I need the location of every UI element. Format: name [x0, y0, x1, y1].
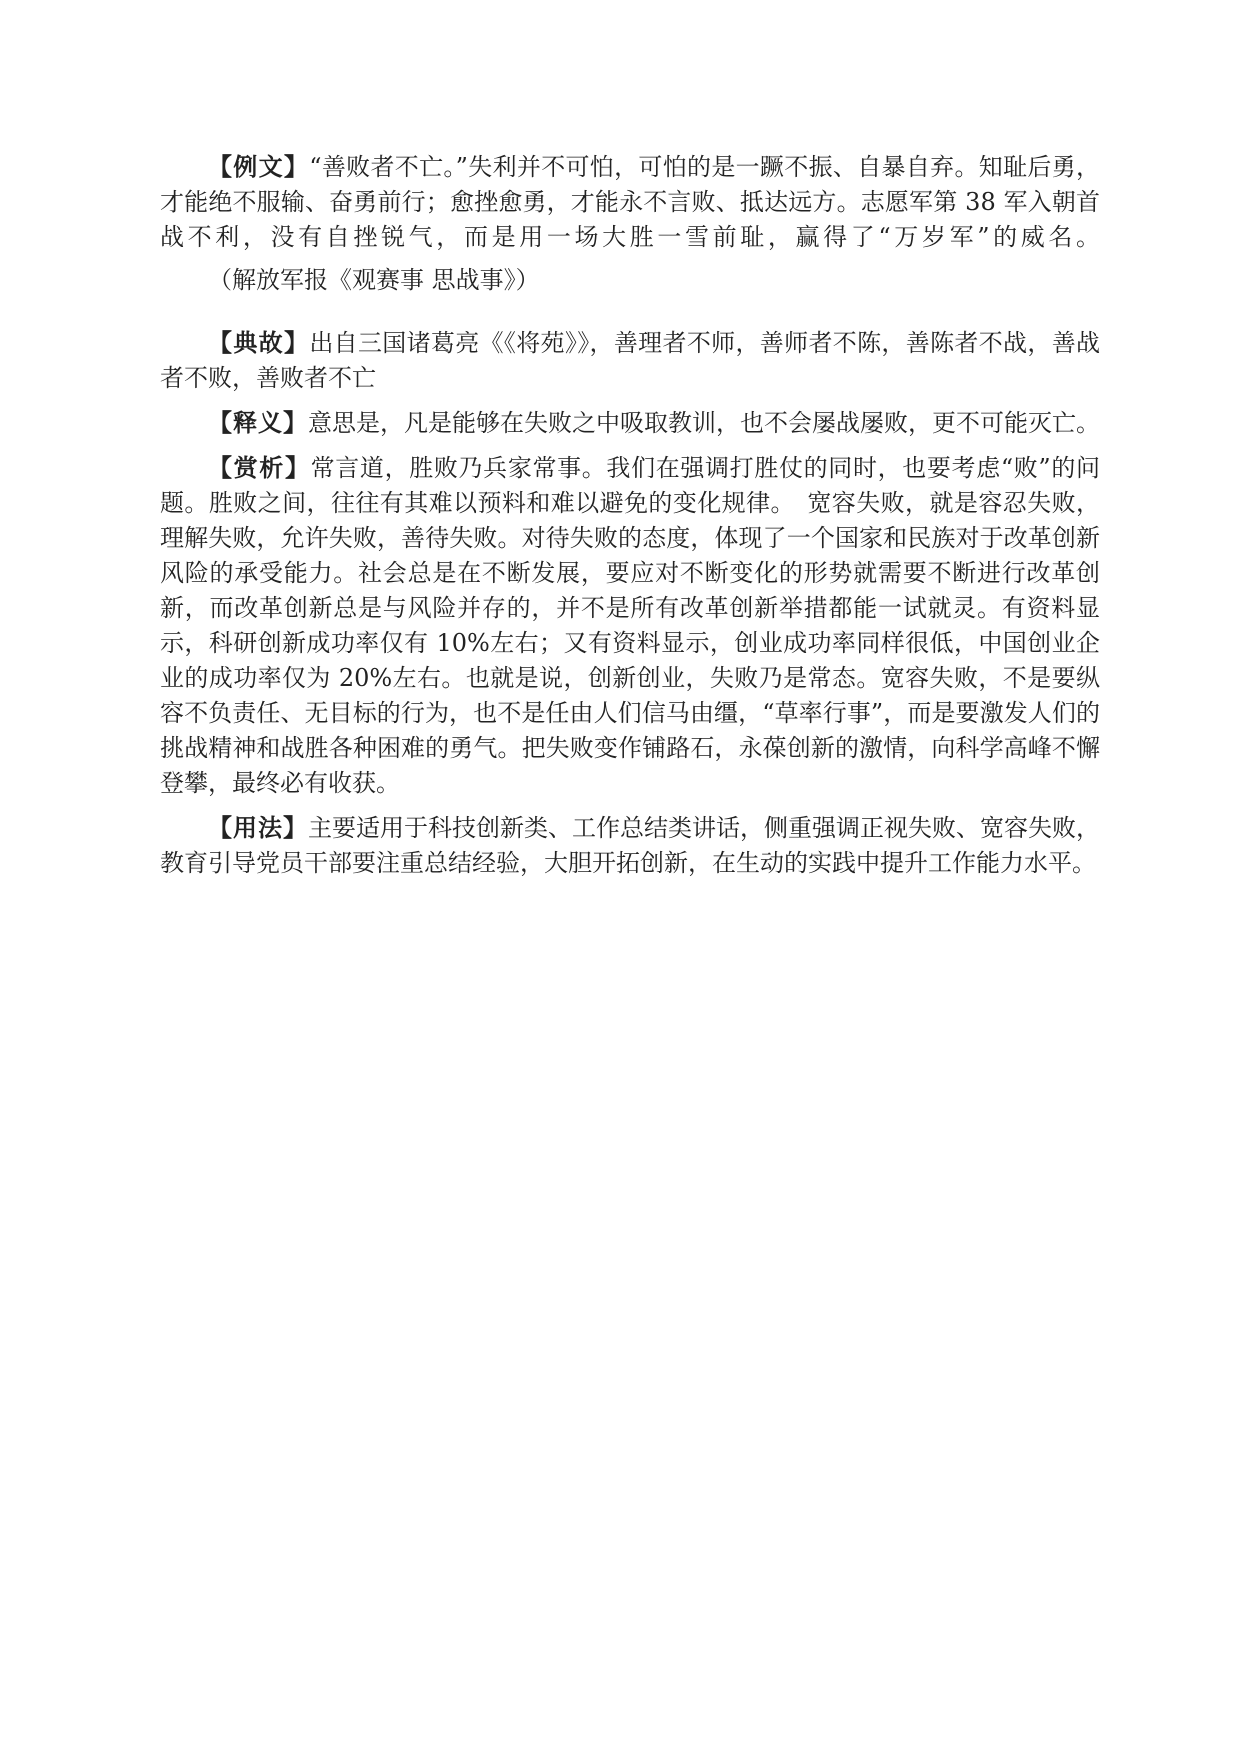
- analysis-text: 常言道，胜败乃兵家常事。我们在强调打胜仗的同时，也要考虑“败”的问题。胜败之间，往往有其难以预料和难以避免的变化规律。 宽容失败，就是容忍失败，理解失败，允许失败，善待失败。对待失败的态度，体现了一个国家和民族对于改革创新风险的承受能力。社会总是在不断发展，要应对不断变化的形势就需要不断进行改革创新，而改革创新总是与风险并存的，并不是所有改革创新举措都能一试就灵。有资料显示，科研创新成功率仅有 10%左右；又有资料显示，创业成功率同样很低，中国创业企业的成功率仅为 20%左右。也就是说，创新创业，失败乃是常态。宽容失败，不是要纵容不负责任、无目标的行为，也不是任由人们信马由缰，“草率行事”，而是要激发人们的挑战精神和战胜各种困难的勇气。把失败变作铺路石，永葆创新的激情，向科学高峰不懈登攀，最终必有收获。: [160, 454, 1100, 797]
- meaning-paragraph: [160, 406, 1100, 441]
- allusion-paragraph: [160, 326, 1100, 396]
- allusion-text: 出自三国诸葛亮《《将苑》》，善理者不师，善师者不陈，善陈者不战，善战者不败，善败者不亡: [160, 329, 1101, 392]
- usage-label: 【用法】: [208, 814, 308, 842]
- example-text: “善败者不亡。”失利并不可怕，可怕的是一蹶不振、自暴自弃。知耻后勇，才能绝不服输、奋勇前行；愈挫愈勇，才能永不言败、抵达远方。志愿军第 38 军入朝首战不利，没有自挫锐气，而是用一场大胜一雪前耻，赢得了“万岁军”的威名。: [160, 153, 1101, 251]
- allusion-label: 【典故】: [208, 329, 310, 357]
- usage-text: 主要适用于科技创新类、工作总结类讲话，侧重强调正视失败、宽容失败，教育引导党员干部要注重总结经验，大胆开拓创新，在生动的实践中提升工作能力水平。: [160, 814, 1100, 877]
- document-body: [160, 150, 1100, 881]
- example-label: 【例文】: [208, 153, 310, 181]
- usage-paragraph: [160, 811, 1100, 881]
- example-paragraph: [160, 150, 1100, 298]
- meaning-text: 意思是，凡是能够在失败之中吸取教训，也不会屡战屡败，更不可能灭亡。: [308, 409, 1100, 437]
- analysis-paragraph: [160, 451, 1100, 801]
- analysis-label: 【赏析】: [208, 454, 311, 482]
- meaning-label: 【释义】: [208, 409, 308, 437]
- example-source: （解放军报《观赛事 思战事》）: [208, 266, 540, 294]
